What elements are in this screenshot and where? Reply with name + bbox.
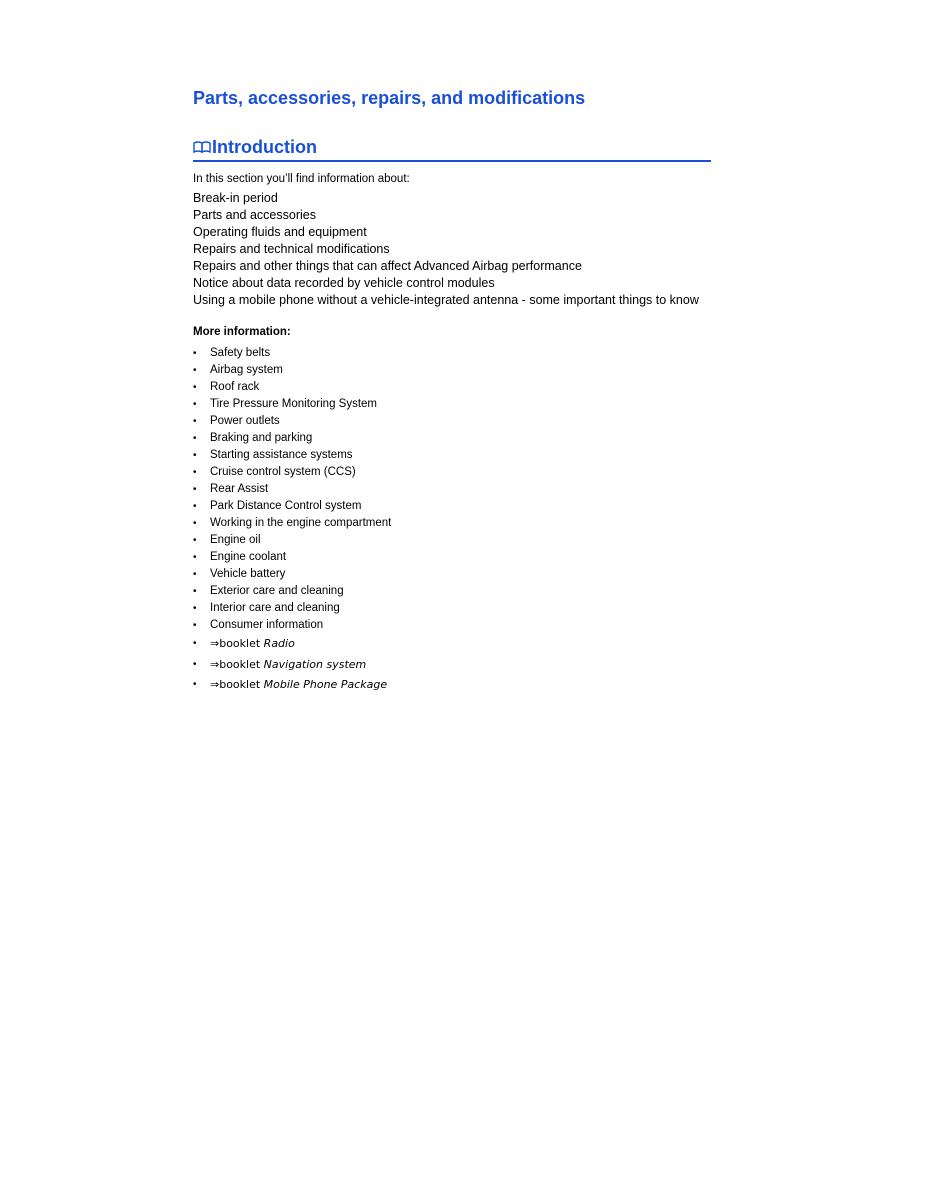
topic-item[interactable]: Using a mobile phone without a vehicle-integrated antenna - some important things to know <box>193 293 699 307</box>
bullet-icon: • <box>193 416 197 427</box>
arrow-icon: ⇒ <box>210 657 220 671</box>
booklet-reference[interactable] <box>193 634 711 655</box>
more-info-item[interactable] <box>193 515 711 532</box>
bullet-icon: • <box>193 433 197 444</box>
bullet-icon: • <box>193 484 197 495</box>
more-info-item-label: Braking and parking <box>210 432 313 444</box>
topic-item[interactable]: Notice about data recorded by vehicle control modules <box>193 276 495 290</box>
more-info-item-label: Interior care and cleaning <box>210 602 340 614</box>
more-info-item[interactable] <box>193 430 711 447</box>
more-info-item[interactable] <box>193 549 711 566</box>
more-info-item[interactable] <box>193 498 711 515</box>
more-information-list <box>193 345 711 696</box>
topic-item[interactable]: Operating fluids and equipment <box>193 225 367 239</box>
bullet-icon: • <box>193 569 197 580</box>
more-info-item-label: Exterior care and cleaning <box>210 585 344 597</box>
more-info-item[interactable] <box>193 532 711 549</box>
more-info-item-label: Power outlets <box>210 415 280 427</box>
more-info-item-label: Park Distance Control system <box>210 500 362 512</box>
more-info-item-label: Engine coolant <box>210 551 287 563</box>
more-info-item-label: Consumer information <box>210 619 324 631</box>
more-info-item-label: Rear Assist <box>210 483 269 495</box>
bullet-icon: • <box>193 399 197 410</box>
bullet-icon: • <box>193 552 197 563</box>
topic-item[interactable]: Repairs and technical modifications <box>193 242 390 256</box>
topic-item[interactable]: Repairs and other things that can affect Advanced Airbag performance <box>193 259 582 273</box>
more-info-item[interactable] <box>193 379 711 396</box>
bullet-icon: • <box>193 501 197 512</box>
section-title: Introduction <box>212 137 317 157</box>
more-info-item[interactable] <box>193 345 711 362</box>
more-info-item-label: Vehicle battery <box>210 568 286 580</box>
page-title: Parts, accessories, repairs, and modifications <box>193 88 586 108</box>
document-page <box>193 86 711 696</box>
more-info-item[interactable] <box>193 396 711 413</box>
bullet-icon: • <box>193 603 197 614</box>
more-info-item-label: Safety belts <box>210 347 271 359</box>
bullet-icon: • <box>193 365 197 376</box>
more-info-item-label: Cruise control system (CCS) <box>210 466 356 478</box>
more-info-item[interactable] <box>193 362 711 379</box>
arrow-icon: ⇒ <box>210 637 220 650</box>
section-heading <box>193 136 711 162</box>
booklet-prefix: booklet <box>219 657 261 671</box>
more-info-item-label: Starting assistance systems <box>210 449 353 461</box>
more-info-item[interactable] <box>193 600 711 617</box>
more-info-item[interactable] <box>193 413 711 430</box>
arrow-icon: ⇒ <box>210 678 220 691</box>
more-info-item[interactable] <box>193 464 711 481</box>
booklet-reference[interactable] <box>193 655 711 676</box>
more-info-item[interactable] <box>193 617 711 634</box>
more-info-item[interactable] <box>193 583 711 600</box>
intro-text: In this section you’ll find information about: <box>193 173 410 185</box>
bullet-icon: • <box>193 679 197 690</box>
more-info-item[interactable] <box>193 481 711 498</box>
bullet-icon: • <box>193 535 197 546</box>
open-book-icon <box>193 140 211 154</box>
bullet-icon: • <box>193 638 197 649</box>
bullet-icon: • <box>193 450 197 461</box>
topic-list <box>193 190 711 309</box>
more-info-item[interactable] <box>193 447 711 464</box>
topic-item[interactable]: Parts and accessories <box>193 208 316 222</box>
topic-item[interactable]: Break-in period <box>193 191 278 205</box>
bullet-icon: • <box>193 658 197 670</box>
bullet-icon: • <box>193 586 197 597</box>
more-info-item-label: Roof rack <box>210 381 260 393</box>
bullet-icon: • <box>193 382 197 393</box>
more-info-item-label: Airbag system <box>210 364 283 376</box>
booklet-reference[interactable] <box>193 675 711 696</box>
booklet-prefix: booklet <box>219 678 261 691</box>
more-information-heading: More information: <box>193 326 291 338</box>
bullet-icon: • <box>193 620 197 631</box>
booklet-prefix: booklet <box>219 637 261 650</box>
more-info-item-label: Tire Pressure Monitoring System <box>210 398 378 410</box>
booklet-title: Navigation system <box>263 657 367 671</box>
more-info-item-label: Engine oil <box>210 534 261 546</box>
bullet-icon: • <box>193 518 197 529</box>
more-info-item-label: Working in the engine compartment <box>210 517 392 529</box>
bullet-icon: • <box>193 348 197 359</box>
booklet-title: Radio <box>263 637 295 650</box>
more-info-item[interactable] <box>193 566 711 583</box>
bullet-icon: • <box>193 467 197 478</box>
booklet-title: Mobile Phone Package <box>263 678 388 691</box>
